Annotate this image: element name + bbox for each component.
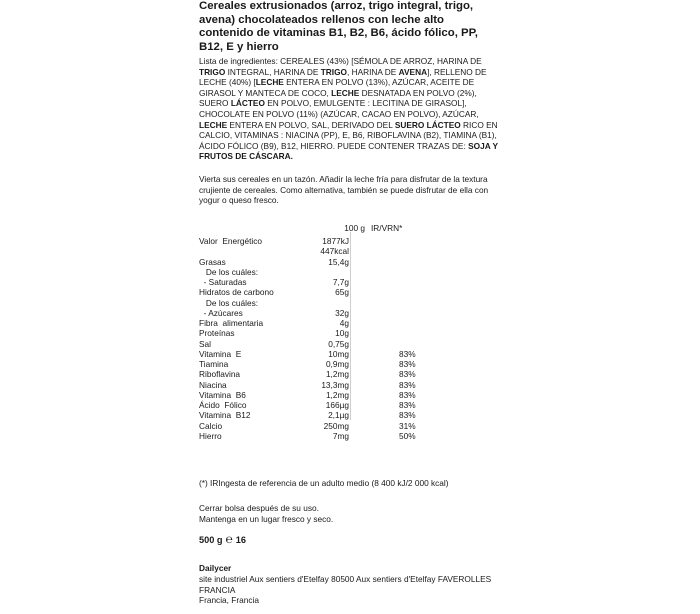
origin-line: Francia, Francia bbox=[199, 595, 259, 606]
nutrient-label: - Saturadas bbox=[199, 277, 247, 287]
product-label bbox=[199, 0, 499, 606]
nutrition-row bbox=[199, 380, 499, 390]
reference-footnote: (*) IRIngesta de referencia de un adulto medio (8 400 kJ/2 000 kcal) bbox=[199, 478, 449, 488]
nutrient-vrn: 83% bbox=[399, 348, 416, 359]
nutrition-row bbox=[199, 328, 499, 338]
allergen-text: SUERO LÁCTEO bbox=[394, 119, 461, 130]
nutrient-label: Fibra alimentaria bbox=[199, 318, 264, 328]
ingredient-text: EN POLVO, EMULGENTE : LECITINA DE GIRASOL], CHOCOLATE EN POLVO (11%) (AZÚCAR, CACAO EN POLVO), AZÚCAR, bbox=[199, 98, 479, 119]
ingredient-text: ENTERA EN POLVO, SAL, DERIVADO DEL bbox=[227, 119, 395, 130]
nutrient-value: 1,2mg bbox=[325, 369, 349, 380]
allergen-text: AVENA bbox=[398, 66, 428, 77]
nutrition-row bbox=[199, 349, 499, 359]
nutrition-row bbox=[199, 287, 499, 297]
nutrient-value: 65g bbox=[335, 287, 349, 298]
allergen-text: SOJA Y FRUTOS DE CÁSCARA. bbox=[199, 140, 498, 162]
ingredient-text: Lista de ingredientes: CEREALES (43%) [SÉMOLA DE ARROZ, HARINA DE bbox=[199, 56, 482, 66]
estimated-sign: ℮ bbox=[225, 532, 233, 546]
ingredient-text: INTEGRAL, HARINA DE bbox=[225, 66, 321, 77]
package-count: 16 bbox=[235, 535, 246, 545]
nutrient-value: 0,75g bbox=[328, 338, 349, 349]
nutrient-vrn: 83% bbox=[399, 400, 416, 410]
nutrient-label: Sal bbox=[199, 338, 211, 349]
nutrient-vrn: 83% bbox=[399, 410, 416, 421]
nutrition-row bbox=[199, 339, 499, 349]
nutrient-label: Niacina bbox=[199, 379, 227, 390]
allergen-text: LECHE bbox=[255, 77, 284, 88]
nutrient-value: 4g bbox=[339, 318, 349, 328]
storage-line: Mantenga en un lugar fresco y seco. bbox=[199, 513, 334, 524]
nutrient-vrn: 50% bbox=[399, 430, 416, 441]
nutrient-value: 1877kJ bbox=[322, 236, 349, 246]
nutrient-value: 13,3mg bbox=[321, 379, 349, 390]
nutrition-row bbox=[199, 318, 499, 328]
nutrition-row bbox=[199, 246, 499, 256]
nutrition-row bbox=[199, 400, 499, 410]
allergen-text: LECHE bbox=[331, 87, 360, 98]
nutrient-label: Vitamina B12 bbox=[199, 410, 251, 421]
nutrient-label: De los cuáles: bbox=[199, 297, 259, 308]
storage-line: Cerrar bolsa después de su uso. bbox=[199, 503, 319, 513]
nutrient-label: Calcio bbox=[199, 420, 223, 431]
company-name: Dailycer bbox=[199, 563, 232, 573]
nutrition-row bbox=[199, 298, 499, 308]
product-title: Cereales extrusionados (arroz, trigo integral, trigo, avena) chocolateados rellenos con leche alto contenido de vitaminas B1, B2, B6, ácido fólico, PP, B12, E y hierro bbox=[199, 0, 478, 53]
nutrition-row bbox=[199, 431, 499, 441]
nutrition-row bbox=[199, 257, 499, 267]
allergen-text: LÁCTEO bbox=[230, 98, 265, 109]
address-line: site industriel Aux sentiers d'Etelfay 80500 Aux sentiers d'Etelfay FAVEROLLES FRANCIA bbox=[199, 574, 492, 595]
nutrient-value: 32g bbox=[335, 307, 349, 318]
nutrient-label: Ácido Fólico bbox=[199, 400, 247, 410]
net-weight: 500 g bbox=[199, 535, 223, 545]
nutrition-row bbox=[199, 359, 499, 369]
nutrient-value: 166µg bbox=[325, 400, 349, 410]
ingredient-text: RICO EN CALCIO, VITAMINAS : NIACINA (PP), E, B6, RIBOFLAVINA (B2), TIAMINA (B1), ÁCIDO FÓLICO (B9), B12, HIERRO. PUEDE CONTENER TRAZAS DE: bbox=[199, 119, 498, 151]
nutrient-value: 1,2mg bbox=[325, 389, 349, 400]
nutrient-label: Vitamina B6 bbox=[199, 389, 246, 400]
nutrient-vrn: 83% bbox=[399, 379, 416, 390]
company-address bbox=[199, 574, 499, 606]
nutrient-label: Tiamina bbox=[199, 359, 229, 369]
ingredient-text: , HARINA DE bbox=[347, 66, 399, 77]
header-per-100g: 100 g bbox=[344, 223, 365, 233]
nutrition-row bbox=[199, 421, 499, 431]
nutrient-value: 2,1µg bbox=[328, 410, 349, 421]
allergen-text: TRIGO bbox=[199, 66, 226, 77]
ingredient-text: DESNATADA EN POLVO (2%), SUERO bbox=[199, 87, 477, 109]
nutrient-label: Proteínas bbox=[199, 328, 235, 339]
ingredient-text: ENTERA EN POLVO (13%), AZÚCAR, ACEITE DE GIRASOL Y MANTECA DE COCO, bbox=[199, 77, 475, 98]
nutrient-label: Valor Energético bbox=[199, 236, 263, 246]
nutrient-value: 10g bbox=[335, 328, 349, 339]
nutrition-row bbox=[199, 308, 499, 318]
nutrition-row bbox=[199, 277, 499, 287]
ingredients-list bbox=[199, 56, 499, 162]
nutrient-label: Hierro bbox=[199, 430, 222, 441]
nutrient-label: Grasas bbox=[199, 256, 226, 267]
storage-instructions bbox=[199, 503, 333, 524]
ingredient-text: ], RELLENO DE LECHE (40%) [ bbox=[199, 66, 487, 88]
nutrition-row bbox=[199, 410, 499, 420]
nutrient-label: De los cuáles: bbox=[199, 266, 259, 277]
nutrition-header bbox=[199, 223, 499, 233]
nutrient-label: Vitamina E bbox=[199, 348, 242, 359]
nutrient-value: 0,9mg bbox=[325, 359, 349, 369]
nutrient-label: Hidratos de carbono bbox=[199, 287, 274, 298]
nutrition-row bbox=[199, 390, 499, 400]
nutrient-vrn: 31% bbox=[399, 420, 416, 431]
nutrient-label: - Azúcares bbox=[199, 307, 243, 318]
preparation-text: Vierta sus cereales en un tazón. Añadir la leche fría para disfrutar de la textura crujiente de cereales. Como alternativa, también se puede disfrutar de ella con yogur o queso fresco. bbox=[199, 173, 489, 206]
nutrition-row bbox=[199, 236, 499, 246]
package-info bbox=[199, 532, 246, 546]
nutrient-value: 250mg bbox=[323, 420, 349, 431]
header-vrn: IR/VRN* bbox=[371, 223, 403, 233]
allergen-text: LECHE bbox=[199, 119, 228, 130]
nutrient-value: 7mg bbox=[332, 430, 349, 441]
nutrition-row bbox=[199, 267, 499, 277]
nutrient-label: Riboflavina bbox=[199, 369, 241, 380]
nutrition-row bbox=[199, 369, 499, 379]
nutrient-vrn: 83% bbox=[399, 369, 416, 380]
nutrient-vrn: 83% bbox=[399, 359, 416, 369]
nutrient-value: 15,4g bbox=[328, 256, 349, 267]
nutrient-value: 10mg bbox=[328, 348, 349, 359]
allergen-text: TRIGO bbox=[320, 66, 347, 77]
nutrient-value: 447kcal bbox=[320, 246, 349, 257]
nutrient-value: 7,7g bbox=[332, 277, 349, 287]
nutrient-vrn: 83% bbox=[399, 389, 416, 400]
